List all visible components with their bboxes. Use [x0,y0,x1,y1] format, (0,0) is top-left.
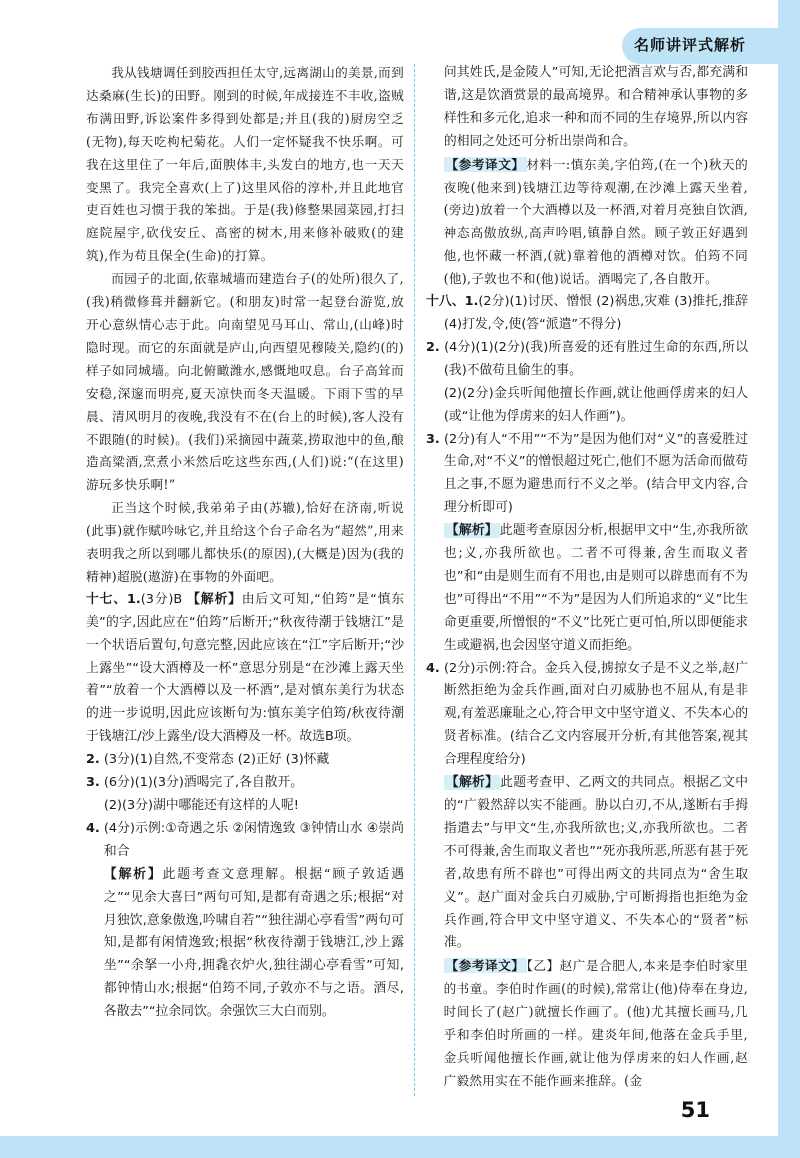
reference-text: 【乙】赵广是合肥人,本来是李伯时家里的书童。李伯时作画(的时候),常常让(他)侍奉在身边,时间长了(赵广)就擅长作画了。(他)尤其擅长画马,几乎和李伯时所画的一样。建炎年间,他落在金兵手里,金兵听闻他擅长作画,就让他为俘虏来的妇人作画,赵广毅然用实在不能作画来推辞。(金 [443,958,748,1088]
question-18-1 [426,291,748,337]
translation-paragraph: 正当这个时候,我弟弟子由(苏辙),恰好在济南,听说(此事)就作赋吟咏它,并且给这个台子命名为“超然”,用来表明我之所以到哪儿都快乐(的原因),(大概是)因为(我的精神)超脱(遨游)在事物的外面吧。 [86,500,404,584]
analysis-text: 此题考查甲、乙两文的共同点。根据乙文中的“广毅然辞以实不能画。胁以白刃,不从,遂断右手拇指遣去”与甲文“生,亦我所欲也;义,亦我所欲也。二者不可得兼,舍生而取义者也”“死亦我所恶,所恶有甚于死者,故患有所不辟也”可得出两文的共同点为“舍生取义”。赵广面对金兵白刃威胁,宁可断拇指也拒绝为金兵作画,符合甲文中坚守道义、不失本心的“贤者”标准。 [443,775,749,951]
question-18-2 [426,337,748,383]
question-number: 3. [426,431,440,447]
reference-translation [426,154,748,291]
reference-translation-2 [426,955,748,1092]
question-3-part-2: (2)(3分)湖中哪能还有这样的人呢! [103,798,299,813]
answer-score: (3分)B [140,591,183,607]
page-number: 51 [680,1098,710,1122]
question-18-3-analysis [426,520,748,657]
question-number: 十七、1. [86,591,141,607]
reference-tag: 【参考译文】 [445,156,525,172]
question-4-analysis [86,864,404,1024]
reference-text: 材料一:慎东美,字伯筠,(在一个)秋天的夜晚(他来到)钱塘江边等待观潮,在沙滩上露天坐着,(旁边)放着一个大酒樽以及一杯酒,对着月亮独自饮酒,神态高傲放纵,高声吟唱,镇静自然。顾子敦正好遇到他,也怀藏一杯酒,(就)靠着他的酒樽对饮。伯筠不同(他),子敦也不和(他)说话。酒喝完了,各自散开。 [443,156,748,287]
analysis-text: 由后文可知,“伯筠”是“慎东美”的字,因此应在“伯筠”后断开;“秋夜待潮于钱塘江”是一个状语后置句,句意完整,因此应该在“江”字后断开;“沙上露坐”“设大酒樽及一杯”意思分别是“在沙滩上露天坐着”“放着一个大酒樽以及一杯酒”,是对慎东美行为状态的进一步说明,因此应该断句为:慎东美字伯筠/秋夜待潮于钱塘江/沙上露坐/设大酒樽及一杯。故选B项。 [86,591,405,745]
question-17-1 [86,589,404,749]
translation-paragraph: 我从钱塘调任到胶西担任太守,远离湖山的美景,而到达桑麻(生长)的田野。刚到的时候,年成接连不丰收,盗贼布满田野,诉讼案件多得到处都是;并且(我的)厨房空乏(无物),每天吃枸杞菊花。人们一定怀疑我不快乐啊。可我在这里住了一年后,面腴体丰,头发白的地方,也一天天变黑了。我完全喜欢(上了)这里风俗的淳朴,并且此地官吏百姓也习惯于我的笨拙。于是(我)修整果园菜园,打扫庭院屋宇,砍伐安丘、高密的树木,用来修补破败(的建筑),作为苟且保全(生命)的打算。 [86,65,404,264]
answer-text: (2分)(1)讨厌、憎恨 (2)祸患,灾难 (3)推托,推辞 (4)打发,令,使(答“派遣”不得分) [443,294,749,332]
question-number: 4. [86,820,100,836]
answer-text: (3分)(1)自然,不变常态 (2)正好 (3)怀藏 [103,752,330,768]
right-column [426,62,748,1093]
answer-text: (2分)示例:符合。金兵入侵,掳掠女子是不义之举,赵广断然拒绝为金兵作画,面对白刃威胁也不屈从,有是非观,有羞恶廉耻之心,符合甲文中坚守道义、不失本心的贤者标准。(结合乙文内容展开分析,有其他答案,视其合理程度给分) [443,660,748,768]
analysis-tag: 【解析】 [187,591,242,607]
question-4 [86,818,404,864]
question-number: 4. [426,660,440,676]
reference-tag: 【参考译文】 [445,958,525,974]
analysis-text: 此题考查文意理解。根据“顾子敦适遇之”“见余大喜曰”两句可知,是都有奇遇之乐;根据“对月独饮,意象傲逸,吟啸自若”“独往湖心亭看雪”两句可知,是都有闲情逸致;根据“秋夜待潮于钱塘江,沙上露坐”“余拏一小舟,拥毳衣炉火,独往湖心亭看雪”可知,都钟情山水;根据“伯筠不同,子敦亦不与之语。酒尽,各散去”“拉余同饮。余强饮三大白而别。 [103,866,405,1020]
translation-paragraph: 而园子的北面,依靠城墙而建造台子(的处所)很久了,(我)稍微修葺并翻新它。(和朋友)时常一起登台游览,放开心意纵情心志于此。向南望见马耳山、常山,(山峰)时隐时现。而它的东面就是庐山,向西望见穆陵关,隐约(的)样子如同城墙。向北俯瞰潍水,感慨地叹息。台子高耸而安稳,深邃而明亮,夏天凉快而冬天温暖。下雨下雪的早晨、清风明月的夜晚,我没有不在(台上的时候),客人没有不跟随(的时候)。(我们)采摘园中蔬菜,捞取池中的鱼,酿造高粱酒,烹煮小米然后吃这些东西,(人们)说:“(在这里)游玩多快乐啊!” [86,271,404,493]
analysis-tag: 【解析】 [445,523,498,539]
question-18-2-part-2: (2)(2分)金兵听闻他擅长作画,就让他画俘虏来的妇人(或“让他为俘虏来的妇人作画”)。 [443,385,748,424]
analysis-tag: 【解析】 [445,775,499,791]
analysis-tag: 【解析】 [103,866,163,882]
question-number: 十八、1. [426,294,479,310]
left-column [86,62,404,1024]
question-2 [86,749,404,772]
answer-text: (6分)(1)(3分)酒喝完了,各自散开。 [103,775,304,791]
answer-text: (4分)(1)(2分)(我)所喜爱的还有胜过生命的东西,所以(我)不做苟且偷生的事。 [443,339,748,378]
question-3 [86,772,404,795]
question-18-4 [426,658,748,773]
analysis-text: 此题考查原因分析,根据甲文中“生,亦我所欲也;义,亦我所欲也。二者不可得兼,舍生而取义者也”和“由是则生而有不用也,由是则可以辟患而有不为也”可得出“不用”“不为”是因为人们所追求的“义”比生命更重要,所憎恨的“不义”比死亡更可怕,所以即便能求生或避祸,也会因坚守道义而拒绝。 [443,523,749,653]
question-number: 2. [426,339,440,355]
analysis-continued: 问其姓氏,是金陵人”可知,无论把酒言欢与否,都充满和谐,这是饮酒赏景的最高境界。和合精神承认事物的多样性和多元化,追求一种和而不同的生存境界,所以内容的相同之处还可分析出崇尚和合。 [443,65,748,149]
page-edge-band [778,0,800,1158]
question-number: 2. [86,752,100,768]
page-bottom-band [0,1136,800,1158]
question-18-4-analysis [426,772,748,955]
answer-text: (4分)示例:①奇遇之乐 ②闲情逸致 ③钟情山水 ④崇尚和合 [103,820,405,859]
column-divider [414,64,415,1096]
page-title: 名师讲评式解析 [633,36,746,54]
answer-text: (2分)有人“不用”“不为”是因为他们对“义”的喜爱胜过生命,对“不义”的憎恨超过死亡,他们不愿为活命而做苟且之事,不愿为避患而行不义之举。(结合甲文内容,合理分析即可) [443,431,748,516]
question-18-3 [426,429,748,521]
question-number: 3. [86,775,100,791]
